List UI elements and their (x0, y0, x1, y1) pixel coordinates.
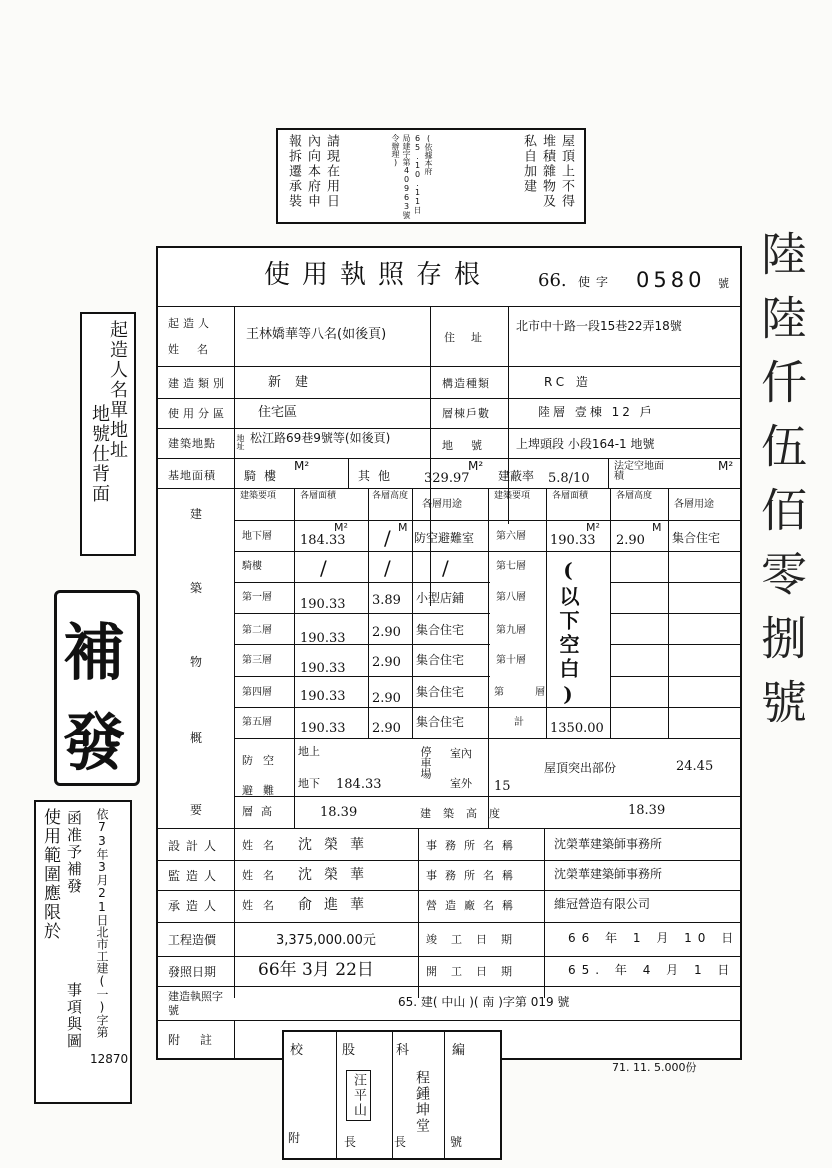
head-area-2: 各層面積 (552, 491, 589, 501)
build-type-value: 新建 (268, 375, 323, 390)
contractor-role: 承造人 (168, 899, 223, 913)
designer-name: 沈榮華 (298, 837, 376, 853)
left-note-col1: 起造人名單地址 (107, 320, 128, 460)
floor-label-2: 第八層 (496, 592, 526, 603)
owner-address-label: 住址 (444, 331, 498, 344)
supplement-char-2: 發 (63, 706, 126, 779)
permit-year: 66. (538, 270, 567, 291)
head-area-1: 各層面積 (300, 491, 337, 501)
floor-use: 集合住宅 (416, 623, 465, 637)
bottom-left-note-col1: 使用範圍應限於 (40, 808, 60, 941)
floor-height: 3.89 (372, 593, 401, 608)
site-area-label: 基地面積 (168, 469, 216, 482)
top-notice-col-b: 請現在用日內向本府申報拆遷承裝 (286, 134, 339, 209)
site-value: 松江路69巷9號等(如後頁) (250, 431, 391, 445)
floor-label: 第三層 (242, 655, 272, 666)
structure-value: RC 造 (544, 375, 592, 389)
floor-label: 地下層 (242, 531, 272, 542)
permit-value: 65. 建( 中山 )( 南 )字第 019 號 (398, 995, 570, 1009)
cost-value: 3,375,000.00元 (276, 933, 376, 948)
floor-height: / (384, 556, 391, 580)
head-item-2: 建築要項 (494, 491, 531, 501)
supervisor-firm: 沈榮華建築師事務所 (554, 867, 663, 881)
structure-label: 構造種類 (442, 377, 490, 390)
build-type-label: 建造類別 (168, 377, 228, 390)
shelter-label: 防空避難 (242, 754, 284, 797)
site-sub-label: 地址 (236, 434, 245, 450)
floor-label: 第五層 (242, 717, 272, 728)
issue-label: 發照日期 (168, 965, 217, 979)
floor-label: 騎樓 (242, 561, 262, 572)
remarks-label: 附註 (168, 1033, 233, 1047)
contractor-firm-label: 營造廠名稱 (426, 899, 521, 912)
approval-slip (282, 1030, 502, 1160)
zone-label: 使用分區 (168, 407, 228, 420)
contractor-name: 俞進華 (298, 897, 376, 913)
floor-area: 190.33 (300, 689, 346, 704)
floor-area-2: 190.33 (550, 533, 596, 548)
floor-use: / (442, 556, 449, 580)
start-value: 65. 年 4 月 1 日 (568, 963, 736, 977)
shelter-above-label: 地上 (298, 745, 320, 758)
approval-bottom-2: 長 (344, 1135, 357, 1149)
floor-area: / (320, 556, 327, 580)
floor-label: 第四層 (242, 687, 272, 698)
legal-open-unit: M² (718, 459, 734, 473)
right-margin-text: 陸陸仟伍佰零捌號 (754, 230, 808, 742)
building-side-3: 物 (190, 655, 203, 669)
approval-bottom-3: 長 (394, 1135, 407, 1149)
floor-height: 2.90 (372, 721, 401, 736)
building-height-label: 建築高度 (420, 807, 512, 820)
left-note-box (80, 312, 136, 556)
storey-height-label: 層高 (242, 805, 280, 818)
other-unit: M² (468, 459, 484, 473)
floor-label-2: 第七層 (496, 561, 526, 572)
shelter-below-value: 184.33 (336, 777, 382, 792)
completion-value: 66 年 1 月 10 日 (568, 931, 740, 945)
floor-label: 第二層 (242, 625, 272, 636)
floor-height: 2.90 (372, 655, 401, 670)
other-label: 其他 (358, 469, 399, 483)
cost-label: 工程造價 (168, 933, 217, 947)
approval-sign-1: 汪平山 (346, 1070, 371, 1121)
approval-cell-1: 校 (290, 1043, 304, 1058)
form-title: 使用執照存根 (264, 260, 493, 290)
building-side-1: 建 (190, 507, 203, 521)
permit-suffix: 號 (718, 277, 729, 290)
designer-firm: 沈榮華建築師事務所 (554, 837, 663, 851)
head-use-1: 各層用途 (422, 499, 462, 510)
owner-label-a: 起造人 (168, 317, 213, 330)
floor-label-2: 第 層 (494, 687, 560, 698)
print-info: 71. 11. 5.000份 (612, 1061, 697, 1074)
floor-height: 2.90 (372, 625, 401, 640)
floor-area: 190.33 (300, 661, 346, 676)
floor-use: 小型店鋪 (416, 591, 465, 605)
building-side-2: 築 (190, 581, 203, 595)
arcade-label: 騎樓 (244, 469, 285, 483)
parking-label: 停車場 (419, 746, 432, 779)
approval-cell-4: 編 (452, 1043, 466, 1058)
supplement-char-1: 補 (63, 616, 126, 689)
owner-address: 北市中十路一段15巷22弄18號 (516, 319, 682, 333)
bottom-left-note-col2: 函准予補發 (65, 810, 83, 895)
top-notice-col-2: (依據本府65.10.11日局建字第40963號令辦理) (391, 134, 433, 219)
floor-area: 184.33 (300, 533, 346, 548)
floor-height: / (384, 526, 391, 550)
blank-note: (以下空白) (556, 558, 580, 710)
building-side-4: 概 (190, 731, 203, 745)
floor-height-2: 2.90 (616, 533, 645, 548)
shelter-below-label: 地下 (298, 777, 320, 790)
other-value: 329.97 (424, 471, 470, 486)
completion-label: 竣工日期 (426, 933, 526, 946)
permit-form (156, 246, 742, 1060)
floor-use: 集合住宅 (416, 715, 465, 729)
floor-area: 190.33 (300, 631, 346, 646)
top-notice-col-a: 屋頂上不得堆積雜物及私自加建 (521, 134, 574, 209)
floor-height: 2.90 (372, 691, 401, 706)
parking-out-label: 室外 (450, 777, 472, 790)
floor-area-2: 1350.00 (550, 721, 604, 736)
floors-value: 陸層 壹棟 12 戶 (538, 405, 655, 419)
head-use-2: 各層用途 (674, 499, 714, 510)
left-note-col2: 地號仕背面 (89, 404, 110, 504)
supervisor-role: 監造人 (168, 869, 223, 883)
floor-use: 防空避難室 (414, 531, 475, 545)
approval-sign-2: 程鍾坤堂 (414, 1070, 430, 1134)
legal-open-label: 法定空地面積 (614, 461, 664, 482)
contractor-name-label: 姓名 (242, 899, 284, 912)
head-height-1: 各層高度 (372, 491, 409, 501)
floor-use-2: 集合住宅 (672, 531, 721, 545)
owner-label-b: 姓名 (168, 343, 226, 356)
supplement-stamp (54, 590, 140, 786)
building-side-5: 要 (190, 803, 203, 817)
lot-value: 上埤頭段 小段164-1 地號 (516, 437, 655, 451)
head-height-2: 各層高度 (616, 491, 653, 501)
floor-area: 190.33 (300, 597, 346, 612)
roof-value: 24.45 (676, 759, 714, 774)
permit-label: 建造執照字號 (168, 990, 223, 1017)
parking-out-value: 15 (494, 779, 511, 794)
site-label: 建築地點 (168, 437, 216, 450)
bottom-left-note-box (34, 800, 132, 1104)
floor-label-2: 第六層 (496, 531, 526, 542)
approval-cell-3: 科 (396, 1043, 410, 1058)
head-item-1: 建築要項 (240, 491, 277, 501)
lot-label: 地號 (442, 439, 500, 452)
bottom-left-note-col4: 事項與圖 (65, 982, 83, 1050)
unit-m2: M² (334, 521, 348, 534)
floors-label: 層棟戶數 (442, 407, 490, 420)
designer-role: 設計人 (168, 839, 223, 853)
start-label: 開工日期 (426, 965, 526, 978)
floor-label: 第一層 (242, 592, 272, 603)
top-notice-box (276, 128, 586, 224)
floor-label-2: 第十層 (496, 655, 526, 666)
contractor-firm: 維冠營造有限公司 (554, 897, 651, 911)
permit-prefix: 使字 (578, 275, 615, 289)
floor-use: 集合住宅 (416, 653, 465, 667)
approval-bottom-1: 附 (288, 1131, 301, 1145)
unit-m: M (652, 521, 662, 534)
bottom-left-note-number: 12870 (90, 1052, 129, 1066)
parking-in-label: 室內 (450, 747, 472, 760)
designer-name-label: 姓名 (242, 839, 284, 852)
zone-value: 住宅區 (258, 405, 298, 420)
floor-area: 190.33 (300, 721, 346, 736)
supervisor-firm-label: 事務所名稱 (426, 869, 521, 882)
coverage-label: 建蔽率 (498, 469, 535, 483)
roof-label: 屋頂突出部份 (544, 761, 617, 775)
building-height-value: 18.39 (628, 803, 666, 818)
issue-value: 66年 3月 22日 (258, 960, 374, 980)
floor-use: 集合住宅 (416, 685, 465, 699)
unit-m: M (398, 521, 408, 534)
approval-bottom-4: 號 (450, 1135, 463, 1149)
permit-number: 0580 (636, 268, 706, 292)
unit-m2: M² (586, 521, 600, 534)
supervisor-name-label: 姓名 (242, 869, 284, 882)
supervisor-name: 沈榮華 (298, 867, 376, 883)
designer-firm-label: 事務所名稱 (426, 839, 521, 852)
storey-height-value: 18.39 (320, 805, 358, 820)
floor-label-2: 計 (514, 717, 524, 728)
owner-name: 王林嬌華等八名(如後頁) (246, 327, 387, 342)
bottom-left-note-col3: 依73年3月21日北市工建(一)字第 (95, 808, 109, 1038)
coverage-value: 5.8/10 (548, 471, 590, 486)
floor-label-2: 第九層 (496, 625, 526, 636)
arcade-unit: M² (294, 459, 310, 473)
approval-cell-2: 股 (342, 1043, 356, 1058)
